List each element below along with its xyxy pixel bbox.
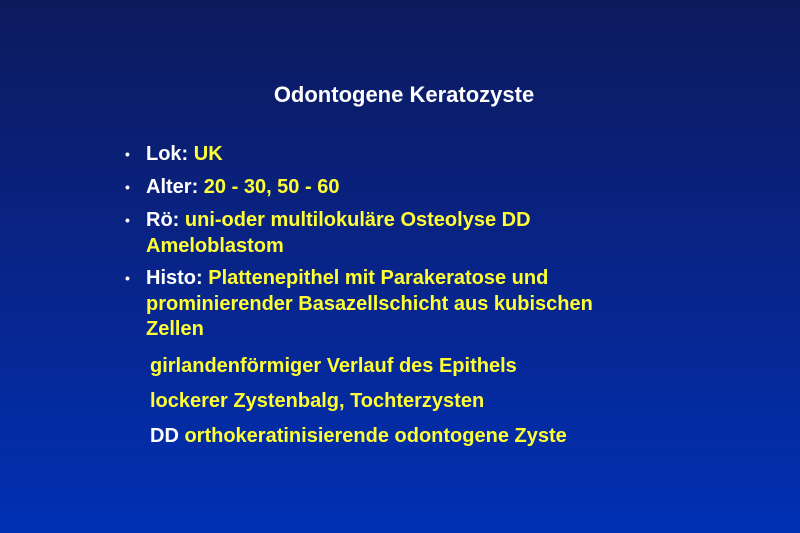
sub-line-prefix: DD: [150, 425, 179, 447]
bullet-text: 20 - 30, 50 - 60: [203, 176, 340, 198]
bullet-histo: [125, 266, 636, 343]
sub-line: [150, 425, 567, 448]
bullet-text: UK: [193, 143, 223, 165]
bullet-icon: •: [125, 179, 130, 195]
sub-line-text: girlandenförmiger Verlauf des Epithels: [150, 355, 517, 377]
bullet-text: uni-oder multilokuläre Osteolyse DD Ameloblastom: [146, 209, 531, 257]
bullet-alter: [125, 175, 666, 201]
bullet-label: Lok:: [146, 143, 189, 165]
sub-line-text: lockerer Zystenbalg, Tochterzysten: [150, 390, 485, 412]
bullet-label: Histo:: [146, 267, 203, 289]
bullet-icon: •: [125, 146, 130, 162]
bullet-lok: [125, 142, 666, 168]
slide-title: Odontogene Keratozyste: [273, 82, 535, 107]
bullet-icon: •: [125, 212, 130, 228]
bullet-text: Plattenepithel mit Parakeratose und prominierender Basazellschicht aus kubischen Zellen: [146, 267, 593, 340]
sub-line: [150, 390, 484, 413]
sub-line: [150, 355, 517, 378]
bullet-label: Rö:: [146, 209, 180, 231]
bullet-icon: •: [125, 270, 130, 286]
bullet-roentgen: [125, 208, 626, 259]
bullet-label: Alter:: [146, 176, 199, 198]
sub-line-text: orthokeratinisierende odontogene Zyste: [184, 425, 567, 447]
